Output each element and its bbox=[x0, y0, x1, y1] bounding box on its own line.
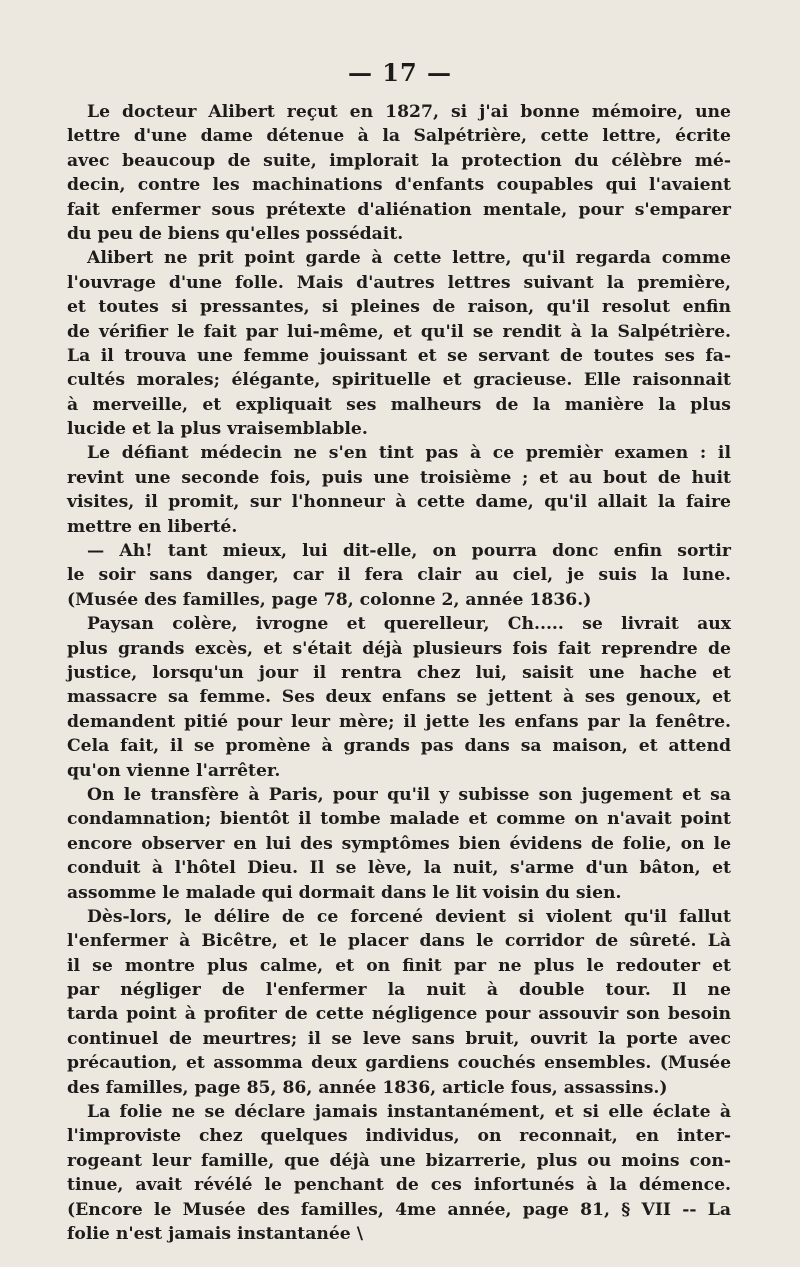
text-line bbox=[67, 685, 731, 709]
text-line bbox=[67, 1173, 731, 1197]
text-line bbox=[67, 710, 731, 734]
text-line-content: demandent pitié pour leur mère; il jette les enfans par la fenêtre. bbox=[67, 711, 731, 732]
text-line-content: précaution, et assomma deux gardiens couchés ensembles. (Musée bbox=[67, 1053, 731, 1074]
text-line bbox=[67, 759, 731, 783]
text-line-content: le soir sans danger, car il fera clair au ciel, je suis la lune. bbox=[67, 565, 731, 586]
text-line-content: (Musée des familles, page 78, colonne 2, année 1836.) bbox=[67, 589, 592, 610]
text-line bbox=[67, 1076, 731, 1100]
text-line-content: visites, il promit, sur l'honneur à cette dame, qu'il allait la faire bbox=[67, 492, 731, 513]
text-line-content: avec beaucoup de suite, implorait la protection du célèbre mé- bbox=[67, 150, 731, 171]
text-line bbox=[67, 783, 731, 807]
text-line-content: On le transfère à Paris, pour qu'il y subisse son jugement et sa bbox=[87, 784, 731, 805]
text-line bbox=[67, 1027, 731, 1051]
text-line-content: Paysan colère, ivrogne et querelleur, Ch..... se livrait aux bbox=[87, 614, 731, 635]
text-line bbox=[67, 661, 731, 685]
text-line bbox=[67, 441, 731, 465]
text-line bbox=[67, 124, 731, 148]
text-line bbox=[67, 1100, 731, 1124]
text-line-content: Le défiant médecin ne s'en tint pas à ce premièr examen : il bbox=[87, 443, 731, 464]
text-line-content: justice, lorsqu'un jour il rentra chez lui, saisit une hache et bbox=[67, 662, 731, 683]
text-line-content: Dès-lors, le délire de ce forcené devient si violent qu'il fallut bbox=[87, 906, 731, 927]
text-line-content: folie n'est jamais instantanée \ bbox=[67, 1223, 363, 1244]
text-line bbox=[67, 978, 731, 1002]
text-line-content: par négliger de l'enfermer la nuit à double tour. Il ne bbox=[67, 980, 731, 1001]
text-line-content: l'ouvrage d'une folle. Mais d'autres lettres suivant la première, bbox=[67, 272, 731, 293]
text-line-content: plus grands excès, et s'était déjà plusieurs fois fait reprendre de bbox=[67, 638, 731, 659]
text-line bbox=[67, 393, 731, 417]
text-line-content: lucide et la plus vraisemblable. bbox=[67, 419, 368, 440]
text-line bbox=[67, 539, 731, 563]
text-line bbox=[67, 173, 731, 197]
text-line bbox=[67, 198, 731, 222]
text-line-content: encore observer en lui des symptômes bien évidens de folie, on le bbox=[67, 833, 731, 854]
text-line bbox=[67, 807, 731, 831]
text-line-content: La il trouva une femme jouissant et se servant de toutes ses fa- bbox=[67, 345, 731, 366]
text-line-content: Alibert ne prit point garde à cette lettre, qu'il regarda comme bbox=[87, 248, 731, 269]
text-line bbox=[67, 563, 731, 587]
text-line-content: du peu de biens qu'elles possédait. bbox=[67, 223, 404, 244]
text-line-content: revint une seconde fois, puis une troisième ; et au bout de huit bbox=[67, 467, 731, 488]
text-line bbox=[67, 954, 731, 978]
text-line bbox=[67, 588, 731, 612]
text-line bbox=[67, 271, 731, 295]
text-line bbox=[67, 612, 731, 636]
text-line-content: l'enfermer à Bicêtre, et le placer dans le corridor de sûreté. Là bbox=[67, 931, 731, 952]
text-line-content: fait enfermer sous prétexte d'aliénation mentale, pour s'emparer bbox=[67, 199, 731, 220]
text-line bbox=[67, 344, 731, 368]
text-line bbox=[67, 368, 731, 392]
text-line-content: cultés morales; élégante, spirituelle et gracieuse. Elle raisonnait bbox=[67, 370, 731, 391]
text-line-content: conduit à l'hôtel Dieu. Il se lève, la nuit, s'arme d'un bâton, et bbox=[67, 858, 731, 879]
text-line bbox=[67, 1051, 731, 1075]
text-line-content: (Encore le Musée des familles, 4me année, page 81, § VII -- La bbox=[67, 1199, 731, 1220]
text-line bbox=[67, 100, 731, 124]
text-line-content: — Ah! tant mieux, lui dit-elle, on pourra donc enfin sortir bbox=[87, 541, 731, 562]
text-line-content: l'improviste chez quelques individus, on reconnait, en inter- bbox=[67, 1126, 731, 1147]
text-line bbox=[67, 222, 731, 246]
text-line-content: tarda point à profiter de cette négligence pour assouvir son besoin bbox=[67, 1004, 731, 1025]
text-line bbox=[67, 637, 731, 661]
text-line bbox=[67, 734, 731, 758]
text-line-content: qu'on vienne l'arrêter. bbox=[67, 760, 281, 781]
text-line bbox=[67, 466, 731, 490]
text-line-content: Cela fait, il se promène à grands pas dans sa maison, et attend bbox=[67, 736, 731, 757]
text-line-content: condamnation; bientôt il tombe malade et comme on n'avait point bbox=[67, 809, 731, 830]
text-line bbox=[67, 1002, 731, 1026]
text-line-content: à merveille, et expliquait ses malheurs de la manière la plus bbox=[67, 394, 731, 415]
text-line-content: lettre d'une dame détenue à la Salpétrière, cette lettre, écrite bbox=[67, 126, 731, 147]
text-line-content: assomme le malade qui dormait dans le lit voisin du sien. bbox=[67, 882, 622, 903]
text-line bbox=[67, 856, 731, 880]
text-line-content: il se montre plus calme, et on finit par ne plus le redouter et bbox=[67, 955, 731, 976]
text-line bbox=[67, 1222, 731, 1246]
text-line bbox=[67, 149, 731, 173]
text-line bbox=[67, 1149, 731, 1173]
text-line-content: continuel de meurtres; il se leve sans bruit, ouvrit la porte avec bbox=[67, 1028, 731, 1049]
page-number: — 17 — bbox=[347, 58, 453, 87]
text-line bbox=[67, 417, 731, 441]
text-line bbox=[67, 320, 731, 344]
text-line bbox=[67, 1124, 731, 1148]
text-line bbox=[67, 515, 731, 539]
text-line bbox=[67, 832, 731, 856]
text-line bbox=[67, 295, 731, 319]
text-line bbox=[67, 929, 731, 953]
text-line-content: et toutes si pressantes, si pleines de raison, qu'il resolut enfin bbox=[67, 297, 731, 318]
text-line bbox=[67, 905, 731, 929]
text-line bbox=[67, 1198, 731, 1222]
text-line-content: de vérifier le fait par lui-même, et qu'il se rendit à la Salpétrière. bbox=[67, 321, 731, 342]
text-line-content: rogeant leur famille, que déjà une bizarrerie, plus ou moins con- bbox=[67, 1150, 731, 1171]
text-line-content: tinue, avait révélé le penchant de ces infortunés à la démence. bbox=[67, 1175, 731, 1196]
body-text bbox=[67, 100, 731, 1246]
text-line bbox=[67, 246, 731, 270]
text-line-content: massacre sa femme. Ses deux enfans se jettent à ses genoux, et bbox=[67, 687, 731, 708]
text-line bbox=[67, 490, 731, 514]
text-line bbox=[67, 881, 731, 905]
text-line-content: La folie ne se déclare jamais instantanément, et si elle éclate à bbox=[87, 1102, 731, 1123]
text-line-content: des familles, page 85, 86, année 1836, article fous, assassins.) bbox=[67, 1077, 668, 1098]
text-line-content: Le docteur Alibert reçut en 1827, si j'ai bonne mémoire, une bbox=[87, 102, 731, 122]
text-line-content: mettre en liberté. bbox=[67, 516, 238, 537]
text-line-content: decin, contre les machinations d'enfants coupables qui l'avaient bbox=[67, 175, 731, 196]
